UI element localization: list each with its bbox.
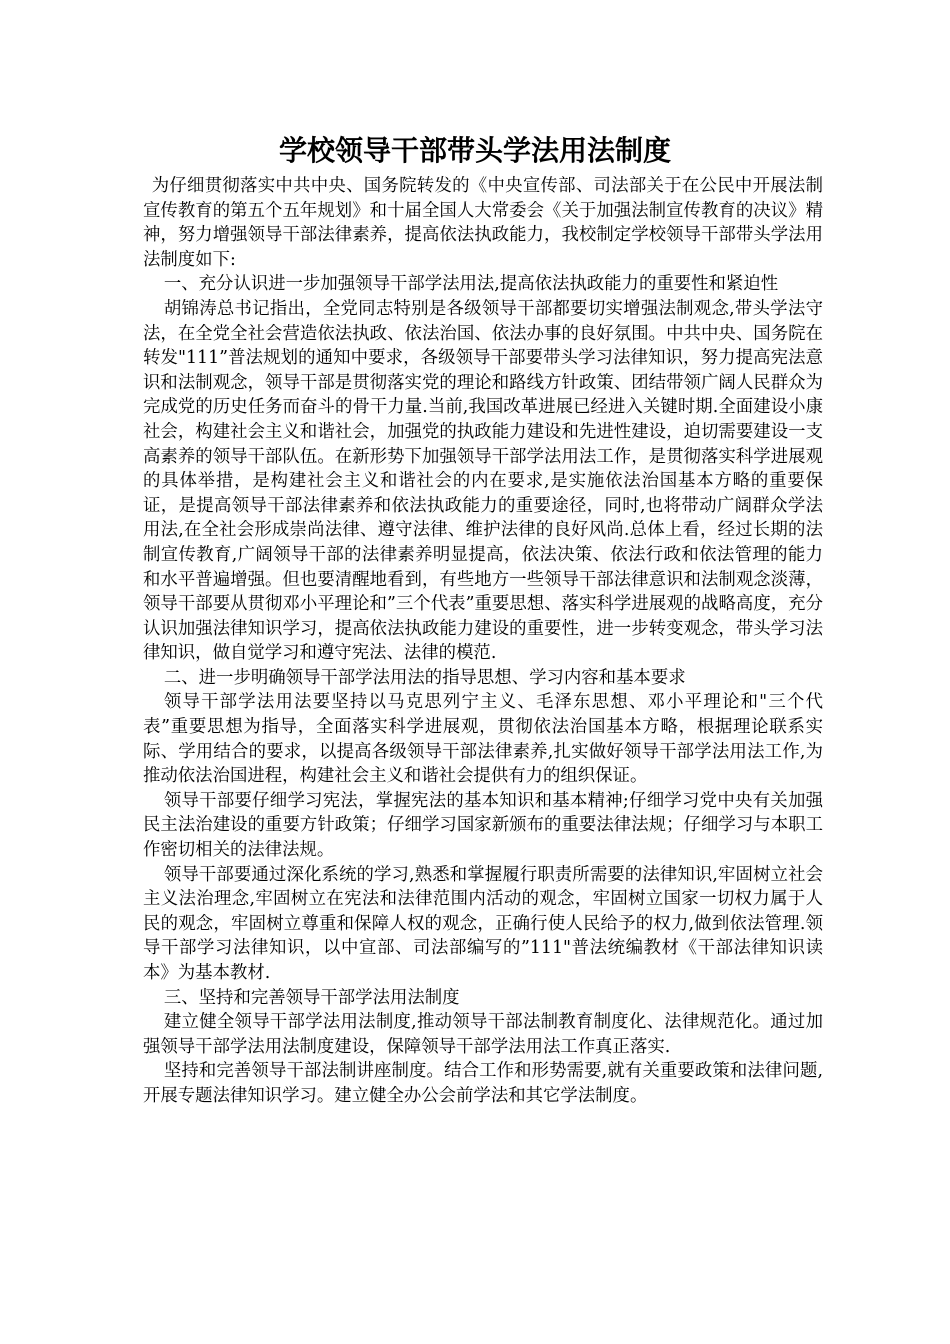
body-paragraph: 建立健全领导干部学法用法制度,推动领导干部法制教育制度化、法律规范化。通过加强领导干部学法用法制度建设，保障领导干部学法用法工作真正落实. bbox=[143, 1012, 823, 1057]
document-title: 学校领导干部带头学法用法制度 bbox=[278, 134, 671, 167]
body-paragraph: 领导干部学法用法要坚持以马克思列宁主义、毛泽东思想、邓小平理论和"三个代表”重要思想为指导，全面落实科学进展观，贯彻依法治国基本方略，根据理论联系实际、学用结合的要求，以提高各级领导干部法律素养,扎实做好领导干部学法用法工作,为推动依法治国进程，构建社会主义和谐社会提供有力的组织保证。 bbox=[143, 692, 823, 787]
body-paragraph: 领导干部要仔细学习宪法，掌握宪法的基本知识和基本精神;仔细学习党中央有关加强民主法治建设的重要方针政策；仔细学习国家新颁布的重要法律法规；仔细学习与本职工作密切相关的法律法规。 bbox=[143, 790, 823, 861]
body-paragraph: 领导干部要通过深化系统的学习,熟悉和掌握履行职责所需要的法律知识,牢固树立社会主义法治理念,牢固树立在宪法和法律范围内活动的观念，牢固树立国家一切权力属于人民的观念，牢固树立尊重和保障人权的观念，正确行使人民给予的权力,做到依法管理.领导干部学习法律知识，以中宣部、司法部编写的”111"普法统编教材《干部法律知识读本》为基本教材. bbox=[143, 864, 823, 983]
body-paragraph: 坚持和完善领导干部法制讲座制度。结合工作和形势需要,就有关重要政策和法律问题,开展专题法律知识学习。建立健全办公会前学法和其它学法制度。 bbox=[143, 1061, 823, 1106]
body-paragraph: 胡锦涛总书记指出，全党同志特别是各级领导干部都要切实增强法制观念,带头学法守法，在全党全社会营造依法执政、依法治国、依法办事的良好氛围。中共中央、国务院在转发"111”普法规划的通知中要求，各级领导干部要带头学习法律知识，努力提高宪法意识和法制观念，领导干部是贯彻落实党的理论和路线方针政策、团结带领广阔人民群众为完成党的历史任务而奋斗的骨干力量.当前,我国改革进展已经进入关键时期.全面建设小康社会，构建社会主义和谐社会，加强党的执政能力建设和先进性建设，迫切需要建设一支高素养的领导干部队伍。在新形势下加强领导干部学法用法工作，是贯彻落实科学进展观的具体举措，是构建社会主义和谐社会的内在要求,是实施依法治国基本方略的重要保证，是提高领导干部法律素养和依法执政能力的重要途径，同时,也将带动广阔群众学法用法,在全社会形成崇尚法律、遵守法律、维护法律的良好风尚.总体上看，经过长期的法制宣传教育,广阔领导干部的法律素养明显提高，依法决策、依法行政和依法管理的能力和水平普遍增强。但也要清醒地看到，有些地方一些领导干部法律意识和法制观念淡薄，领导干部要从贯彻邓小平理论和”三个代表”重要思想、落实科学进展观的战略高度，充分认识加强法律知识学习，提高依法执政能力建设的重要性，进一步转变观念，带头学习法律知识，做自觉学习和遵守宪法、法律的模范. bbox=[143, 298, 823, 664]
intro-paragraph: 为仔细贯彻落实中共中央、国务院转发的《中央宣传部、司法部关于在公民中开展法制宣传教育的第五个五年规划》和十届全国人大常委会《关于加强法制宣传教育的决议》精神，努力增强领导干部法律素养，提高依法执政能力，我校制定学校领导干部带头学法用法制度如下: bbox=[143, 176, 823, 270]
section-heading-1: 一、充分认识进一步加强领导干部学法用法,提高依法执政能力的重要性和紧迫性 bbox=[163, 274, 779, 295]
document-body bbox=[143, 174, 823, 1109]
section-heading-3: 三、坚持和完善领导干部学法用法制度 bbox=[163, 987, 460, 1008]
section-heading-2: 二、进一步明确领导干部学法用法的指导思想、学习内容和基本要求 bbox=[163, 667, 686, 688]
